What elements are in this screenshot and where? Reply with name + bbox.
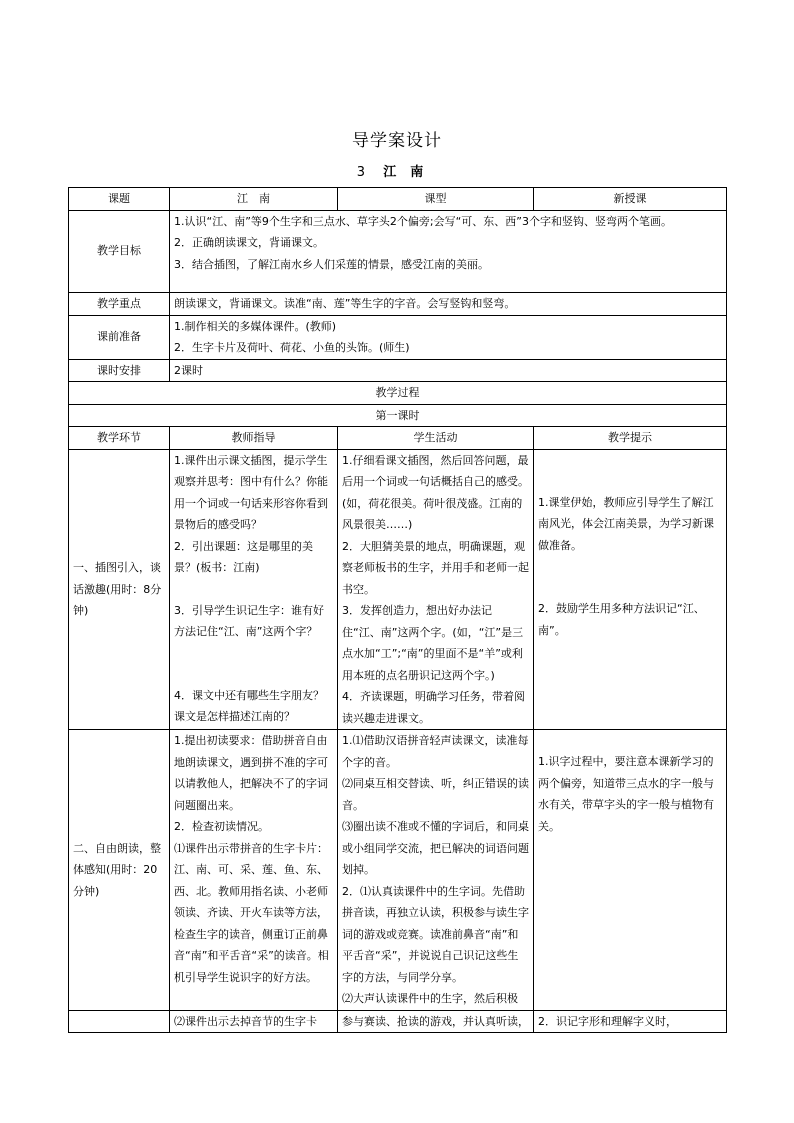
goal-item: 3．结合插图，了解江南水乡人们采莲的情景，感受江南的美丽。: [174, 257, 489, 271]
goals-content: [170, 210, 727, 292]
teacher-step: 3．引导学生识记生字：谁有好方法记住“江、南”这两个字？: [174, 603, 324, 638]
header-row: [69, 188, 727, 211]
schedule-row: [69, 359, 727, 382]
student-step: 1.⑴借助汉语拼音轻声读课文，读准每个字的音。: [342, 734, 529, 769]
stage2-teacher: [170, 730, 338, 1011]
student-step: ⑵同桌互相交替读、听，纠正错误的读音。: [342, 777, 529, 812]
page-title: 导学案设计: [352, 131, 442, 151]
goal-item: 2．正确朗读课文，背诵课文。: [174, 236, 324, 249]
stage2-tips-cont: 2．识记字形和理解字义时，: [534, 1010, 727, 1033]
student-step: ⑶圈出读不准或不懂的字词后，和同桌或小组同学交流，把已解决的词语问题划掉。: [342, 820, 529, 876]
process-heading: 教学过程: [69, 382, 727, 405]
key-points-label: 教学重点: [69, 292, 170, 315]
column-student: 学生活动: [338, 427, 534, 450]
preparation-item: 1.制作相关的多媒体课件。(教师): [174, 319, 337, 333]
column-teacher: 教师指导: [170, 427, 338, 450]
column-tips: 教学提示: [534, 427, 727, 450]
stage2-tips: [534, 730, 727, 1011]
stage2-student-cont: 参与赛读、抢读的游戏，并认真听读，: [338, 1010, 534, 1033]
session-heading: 第一课时: [69, 404, 727, 427]
teacher-step: 2．检查初读情况。: [174, 820, 269, 833]
lesson-number: 3: [356, 165, 366, 180]
stage1-student: [338, 449, 534, 730]
student-step: 2．⑴认真读课件中的生字词。先借助拼音读，再独立认读，积极参与读生字词的游戏或竞赛。读准前鼻音“南”和平舌音“采”，并说说自己识记这些生字的方法，与同学分享。: [342, 884, 529, 984]
schedule-label: 课时安排: [69, 359, 170, 382]
column-stage: 教学环节: [69, 427, 170, 450]
schedule-value: 2课时: [170, 359, 727, 382]
preparation-label: 课前准备: [69, 315, 170, 359]
tip-item: 1.课堂伊始，教师应引导学生了解江南风光，体会江南美景，为学习新课做准备。: [538, 495, 714, 552]
stage2-student: [338, 730, 534, 1011]
stage2-teacher-cont: ⑵课件出示去掉音节的生字卡: [170, 1010, 338, 1033]
student-step: 2．大胆猜美景的地点，明确课题，观察老师板书的生字，并用手和老师一起书空。: [342, 539, 529, 596]
stage2-continued-row: [69, 1010, 727, 1033]
teacher-step: 4．课文中还有哪些生字朋友？课文是怎样描述江南的？: [174, 688, 324, 723]
stage2-name: 二、自由朗读，整体感知(用时：20分钟): [69, 730, 170, 1011]
column-header-row: [69, 427, 727, 450]
teacher-step: 1.提出初读要求：借助拼音自由地朗读课文，遇到拼不准的字可以请教他人，把解决不了的字词问题圈出来。: [174, 734, 328, 812]
student-step: 1.仔细看课文插图，然后回答问题，最后用一个词或一句话概括自己的感受。(如，荷花很美。荷叶很茂盛。江南的风景很美……): [342, 453, 529, 531]
teacher-step: ⑴课件出示带拼音的生字卡片：江、南、可、采、莲、鱼、东、西、北。教师用指名读、小老师领读、齐读、开火车读等方法，检查生字的读音，侧重订正前鼻音“南”和平舌音“采”的读音。相机引导学生说识字的好方法。: [174, 841, 329, 984]
student-step: ⑵大声认读课件中的生字，然后积极: [342, 992, 518, 1005]
goals-label: 教学目标: [69, 210, 170, 292]
student-step: 4．齐读课题，明确学习任务，带着阅读兴趣走进课文。: [342, 690, 525, 725]
preparation-item: 2．生字卡片及荷叶、荷花、小鱼的头饰。(师生): [174, 341, 410, 354]
course-label: 课题: [69, 188, 170, 211]
preparation-content: [170, 315, 727, 359]
lesson-subtitle: [0, 161, 794, 180]
type-value: 新授课: [534, 188, 727, 211]
stage1-name: 一、插图引入，谈话激趣(用时：8分钟): [69, 449, 170, 730]
type-label: 课型: [338, 188, 534, 211]
key-points-text: 朗读课文，背诵课文。读准“南、莲”等生字的字音。会写竖钩和竖弯。: [170, 292, 727, 315]
lesson-plan-table: [68, 187, 727, 1033]
goal-item: 1.认识“江、南”等9个生字和三点水、草字头2个偏旁;会写“可、东、西”3个字和竖钩、竖弯两个笔画。: [174, 214, 672, 228]
tip-item: 1.识字过程中，要注意本课新学习的两个偏旁，知道带三点水的字一般与水有关，带草字头的字一般与植物有关。: [538, 755, 714, 833]
course-value: 江 南: [170, 188, 338, 211]
stage1-teacher: [170, 449, 338, 730]
process-heading-row: [69, 382, 727, 405]
teacher-step: 1.课件出示课文插图，提示学生观察并思考：图中有什么？你能用一个词或一句话来形容你看到景物后的感受吗？: [174, 453, 328, 531]
goals-row: [69, 210, 727, 292]
lesson-title: 江南: [383, 165, 438, 180]
stage1-row: [69, 449, 727, 730]
session-heading-row: [69, 404, 727, 427]
preparation-row: [69, 315, 727, 359]
stage1-tips: [534, 449, 727, 730]
stage2-row: [69, 730, 727, 1011]
tip-item: 2．鼓励学生用多种方法识记“江、南”。: [538, 602, 705, 637]
key-points-row: [69, 292, 727, 315]
teacher-step: 2．引出课题：这是哪里的美景？(板书：江南): [174, 539, 313, 574]
student-step: 3．发挥创造力，想出好办法记住“江、南”这两个字。(如，“江”是三点水加“工”;“南”的里面不是“羊”或利用本班的点名册识记这两个字。): [342, 604, 524, 682]
